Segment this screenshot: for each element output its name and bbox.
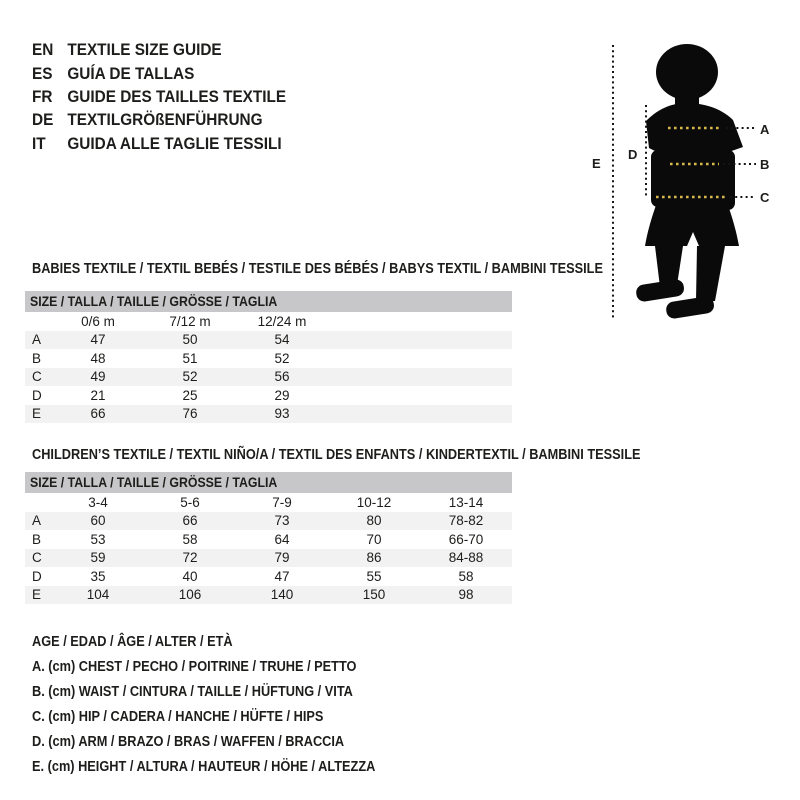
table-cell: 73 (274, 513, 290, 529)
legend-item-text: C. (cm) HIP / CADERA / HANCHE / HÜFTE / HIPS (32, 709, 324, 726)
child-silhouette (635, 44, 743, 320)
language-title: TEXTILGRÖßENFÜHRUNG (67, 111, 263, 130)
table-cell: 53 (90, 531, 106, 547)
table-row-d (25, 567, 512, 586)
measure-label-c: C (760, 190, 770, 205)
table-cell: 140 (270, 587, 294, 603)
children-column-header: 10-12 (356, 494, 392, 510)
language-title: GUIDE DES TAILLES TEXTILE (67, 87, 287, 106)
row-label: D (32, 568, 42, 584)
table-cell: 58 (182, 531, 198, 547)
children-column-header: 7-9 (272, 494, 292, 510)
children-column-header: 5-6 (180, 494, 200, 510)
legend-item-height (32, 755, 422, 780)
table-cell: 47 (90, 332, 106, 348)
table-cell: 50 (182, 332, 198, 348)
table-cell: 29 (274, 387, 290, 403)
legend-item-chest (32, 655, 422, 680)
language-code: DE (32, 111, 54, 130)
legend-item-text: A. (cm) CHEST / PECHO / POITRINE / TRUHE / PETTO (32, 659, 357, 676)
row-label: B (32, 531, 42, 547)
measure-label-a: A (760, 122, 770, 137)
measure-label-d: D (628, 147, 638, 162)
table-cell: 58 (458, 568, 474, 584)
language-code: IT (32, 134, 46, 153)
measure-label-b: B (760, 157, 770, 172)
table-cell: 72 (182, 550, 198, 566)
babies-column-header-row (25, 312, 512, 331)
table-cell: 52 (182, 369, 198, 385)
language-code: EN (32, 41, 54, 60)
table-cell: 48 (90, 350, 106, 366)
legend-item-text: B. (cm) WAIST / CINTURA / TAILLE / HÜFTUNG / VITA (32, 684, 353, 701)
table-cell: 21 (90, 387, 106, 403)
table-row-b (25, 530, 512, 549)
table-cell: 51 (182, 350, 198, 366)
row-label: B (32, 350, 42, 366)
babies-section-title-text: BABIES TEXTILE / TEXTIL BEBÉS / TESTILE DES BÉBÉS / BABYS TEXTIL / BAMBINI TESSILE (32, 261, 603, 277)
table-cell: 60 (90, 513, 106, 529)
table-cell: 25 (182, 387, 198, 403)
legend-item-hip (32, 705, 422, 730)
table-cell: 56 (274, 369, 290, 385)
children-section-title (32, 447, 724, 463)
children-column-header: 3-4 (88, 494, 108, 510)
children-section-title-text: CHILDREN’S TEXTILE / TEXTIL NIÑO/A / TEXTIL DES ENFANTS / KINDERTEXTIL / BAMBINI TESSILE (32, 447, 641, 463)
language-row-de (32, 109, 286, 132)
table-cell: 80 (366, 513, 382, 529)
row-label: C (32, 550, 42, 566)
table-cell: 106 (178, 587, 202, 603)
table-cell: 64 (274, 531, 290, 547)
table-cell: 47 (274, 568, 290, 584)
table-cell: 66 (182, 513, 198, 529)
babies-column-header: 12/24 m (257, 313, 307, 329)
language-row-en (32, 39, 286, 62)
table-cell: 54 (274, 332, 290, 348)
table-cell: 35 (90, 568, 106, 584)
table-row-a (25, 331, 512, 350)
child-measurement-diagram (580, 20, 800, 330)
table-row-c (25, 549, 512, 568)
legend-age-line (32, 630, 422, 655)
babies-column-header: 7/12 m (169, 313, 211, 329)
babies-size-header-text: SIZE / TALLA / TAILLE / GRÖSSE / TAGLIA (30, 293, 278, 309)
babies-size-header-bar (25, 291, 512, 312)
table-cell: 70 (366, 531, 382, 547)
children-size-table (25, 472, 512, 604)
row-label: A (32, 513, 42, 529)
row-label: D (32, 387, 42, 403)
children-size-header-text: SIZE / TALLA / TAILLE / GRÖSSE / TAGLIA (30, 474, 278, 490)
row-label: E (32, 406, 42, 422)
table-row-b (25, 349, 512, 368)
legend-item-arm (32, 730, 422, 755)
language-row-es (32, 62, 286, 85)
row-label: A (32, 332, 42, 348)
measurement-legend (32, 630, 422, 781)
table-cell: 52 (274, 350, 290, 366)
language-code: FR (32, 87, 53, 106)
language-row-fr (32, 86, 286, 109)
babies-size-table (25, 291, 512, 423)
legend-age-text: AGE / EDAD / ÂGE / ALTER / ETÀ (32, 634, 233, 650)
table-cell: 49 (90, 369, 106, 385)
babies-section-title (32, 261, 681, 277)
table-cell: 59 (90, 550, 106, 566)
row-label: C (32, 369, 42, 385)
table-cell: 86 (366, 550, 382, 566)
table-row-e (25, 586, 512, 605)
language-code: ES (32, 64, 53, 83)
legend-item-text: D. (cm) ARM / BRAZO / BRAS / WAFFEN / BRACCIA (32, 734, 345, 751)
legend-item-text: E. (cm) HEIGHT / ALTURA / HAUTEUR / HÖHE / ALTEZZA (32, 759, 376, 776)
table-cell: 66-70 (448, 531, 484, 547)
children-column-header-row (25, 493, 512, 512)
language-title: GUÍA DE TALLAS (67, 64, 195, 83)
table-cell: 84-88 (448, 550, 484, 566)
table-cell: 79 (274, 550, 290, 566)
table-cell: 76 (182, 406, 198, 422)
children-size-header-bar (25, 472, 512, 493)
table-row-a (25, 512, 512, 531)
table-cell: 104 (86, 587, 110, 603)
table-cell: 40 (182, 568, 198, 584)
language-title: GUIDA ALLE TAGLIE TESSILI (67, 134, 282, 153)
table-cell: 93 (274, 406, 290, 422)
table-cell: 78-82 (448, 513, 484, 529)
table-row-e (25, 405, 512, 424)
measure-label-e: E (592, 156, 601, 171)
language-row-it (32, 133, 286, 156)
table-cell: 66 (90, 406, 106, 422)
babies-column-header: 0/6 m (81, 313, 115, 329)
table-row-d (25, 386, 512, 405)
row-label: E (32, 587, 42, 603)
table-row-c (25, 368, 512, 387)
language-title: TEXTILE SIZE GUIDE (67, 41, 222, 60)
language-title-list (32, 39, 286, 156)
table-cell: 150 (362, 587, 386, 603)
children-column-header: 13-14 (448, 494, 484, 510)
table-cell: 55 (366, 568, 382, 584)
legend-item-waist (32, 680, 422, 705)
table-cell: 98 (458, 587, 474, 603)
